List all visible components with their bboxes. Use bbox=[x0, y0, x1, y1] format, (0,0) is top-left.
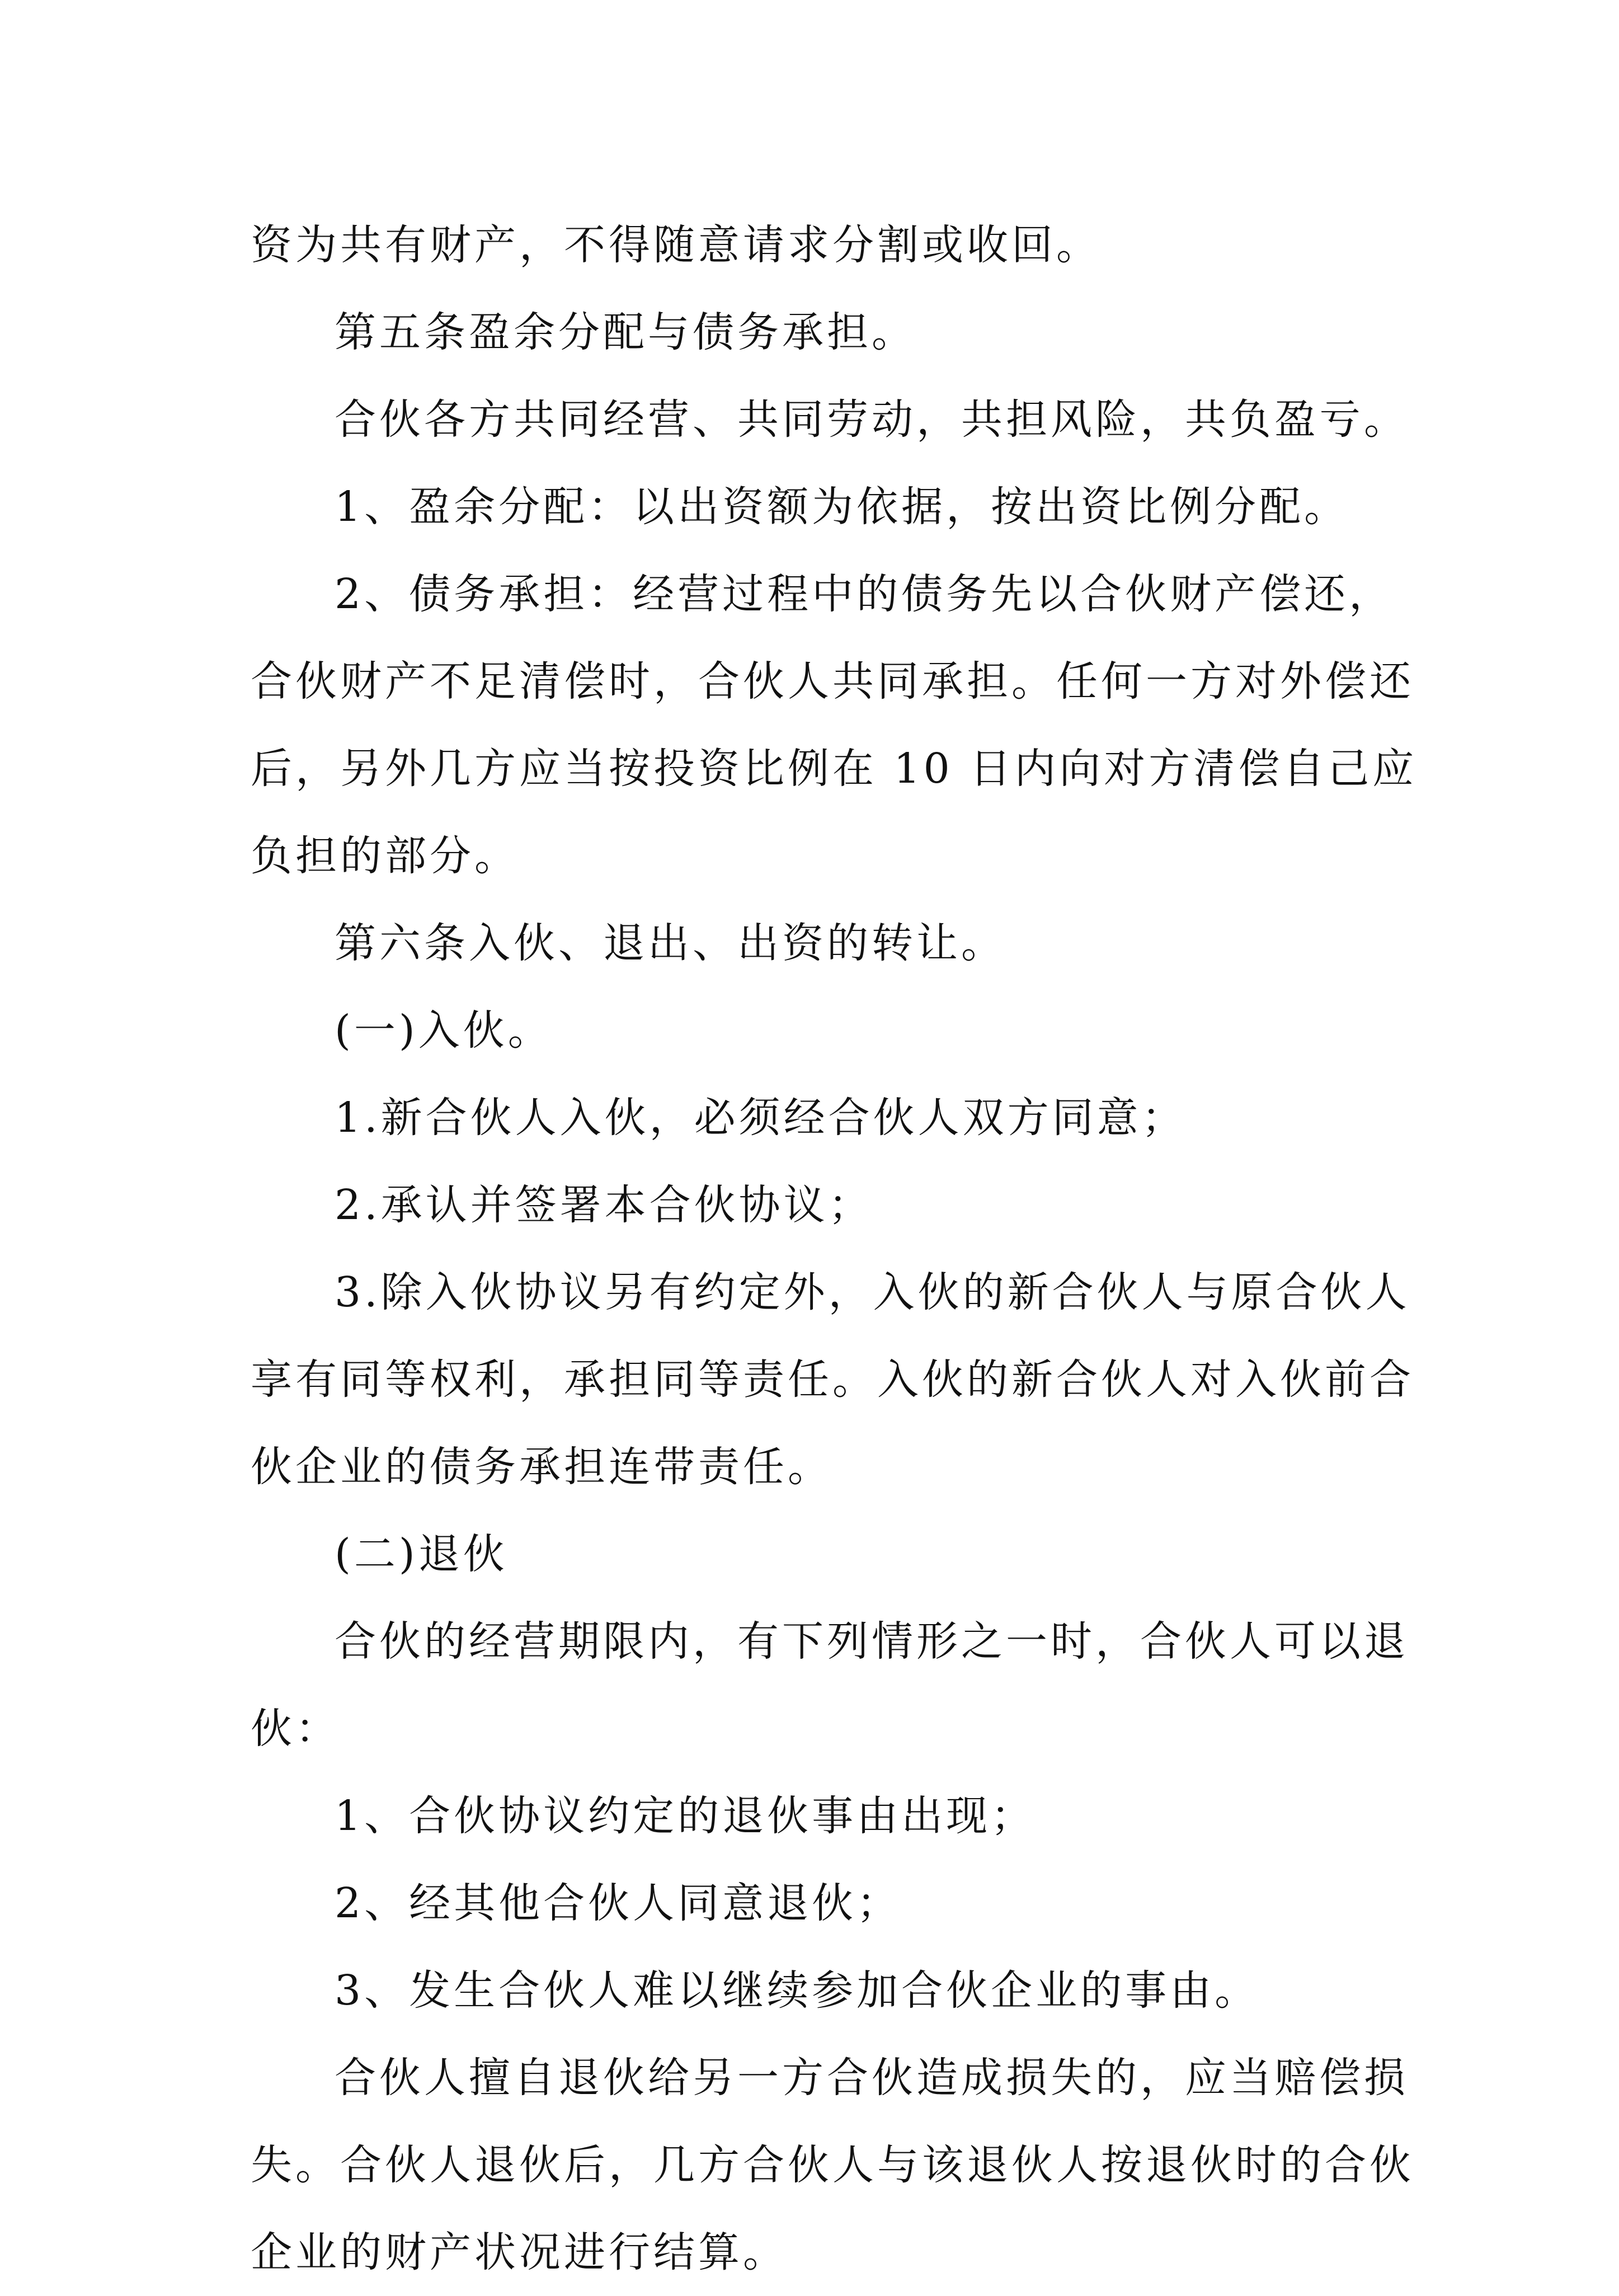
list-item: 1、盈余分配：以出资额为依据，按出资比例分配。 bbox=[335, 483, 1349, 531]
list-item: 2.承认并签署本合伙协议； bbox=[335, 1181, 873, 1229]
text-line: 失。合伙人退伙后，几方合伙人与该退伙人按退伙时的合伙 bbox=[251, 2141, 1414, 2189]
article-heading: 第五条盈余分配与债务承担。 bbox=[335, 308, 916, 356]
text-line: 资为共有财产，不得随意请求分割或收回。 bbox=[251, 221, 1101, 269]
text-line: 合伙的经营期限内，有下列情形之一时，合伙人可以退 bbox=[335, 1617, 1409, 1665]
list-item: 2、债务承担：经营过程中的债务先以合伙财产偿还， bbox=[335, 570, 1394, 618]
text-line: 伙： bbox=[251, 1705, 340, 1753]
text-line: 企业的财产状况进行结算。 bbox=[251, 2228, 788, 2276]
section-heading: (二)退伙 bbox=[335, 1530, 508, 1578]
text-line: 后，另外几方应当按投资比例在 10 日内向对方清偿自己应 bbox=[251, 745, 1418, 793]
text-line: 合伙财产不足清偿时，合伙人共同承担。任何一方对外偿还 bbox=[251, 657, 1414, 705]
list-item: 1、合伙协议约定的退伙事由出现； bbox=[335, 1792, 1036, 1840]
list-item: 3.除入伙协议另有约定外，入伙的新合伙人与原合伙人 bbox=[335, 1268, 1410, 1316]
text-line: 负担的部分。 bbox=[251, 832, 519, 880]
list-item: 3、发生合伙人难以继续参加合伙企业的事由。 bbox=[335, 1966, 1260, 2015]
list-item: 1.新合伙人入伙，必须经合伙人双方同意； bbox=[335, 1094, 1187, 1142]
text-line: 伙企业的债务承担连带责任。 bbox=[251, 1443, 832, 1491]
text-line: 合伙人擅自退伙给另一方合伙造成损失的，应当赔偿损 bbox=[335, 2054, 1409, 2102]
article-heading: 第六条入伙、退出、出资的转让。 bbox=[335, 919, 1006, 967]
section-heading: (一)入伙。 bbox=[335, 1006, 553, 1055]
list-item: 2、经其他合伙人同意退伙； bbox=[335, 1879, 902, 1927]
text-line: 享有同等权利，承担同等责任。入伙的新合伙人对入伙前合 bbox=[251, 1356, 1414, 1404]
document-body bbox=[251, 201, 1418, 2296]
text-line: 合伙各方共同经营、共同劳动，共担风险，共负盈亏。 bbox=[335, 396, 1409, 444]
